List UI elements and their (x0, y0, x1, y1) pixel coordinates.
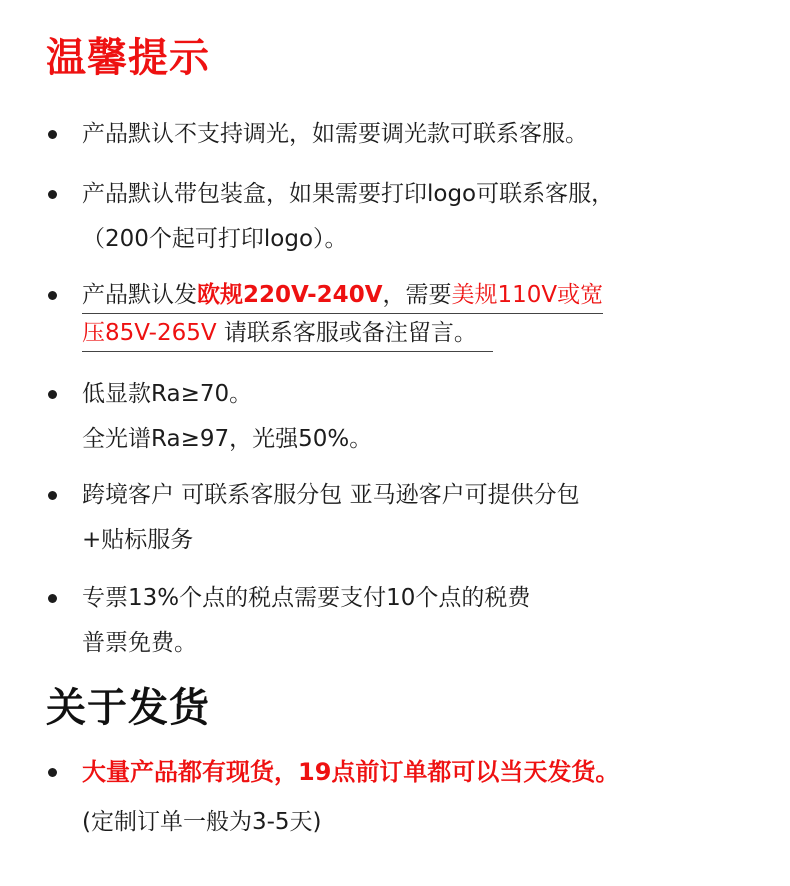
shipping-highlight: 大量产品都有现货，19点前订单都可以当天发货。 (82, 758, 620, 786)
item-text: 跨境客户 可联系客服分包 亚马逊客户可提供分包 (82, 482, 580, 508)
voltage-line-1 (82, 277, 603, 314)
bullet-icon (48, 390, 57, 399)
item-text: 普票免费。 (82, 630, 197, 656)
item-text: 专票13%个点的税点需要支付10个点的税费 (82, 585, 531, 611)
eu-voltage-highlight: 欧规220V-240V (197, 282, 383, 308)
voltage-text: 请联系客服或备注留言。 (216, 320, 477, 346)
voltage-text: 产品默认发 (82, 282, 197, 308)
bullet-icon (48, 491, 57, 500)
item-text: 产品默认不支持调光，如需要调光款可联系客服。 (82, 121, 588, 147)
bullet-icon (48, 190, 57, 199)
bullet-icon (48, 291, 57, 300)
section-title-shipping: 关于发货 (46, 685, 210, 731)
wide-voltage-highlight: 压85V-265V (82, 320, 217, 346)
item-text: 全光谱Ra≥97，光强50%。 (82, 426, 373, 452)
item-text: 低显款Ra≥70。 (82, 381, 253, 407)
item-text: （200个起可打印logo）。 (82, 226, 348, 252)
item-text: +贴标服务 (82, 527, 194, 553)
bullet-icon (48, 130, 57, 139)
section-title-tips: 温馨提示 (46, 35, 210, 81)
us-voltage-highlight: 美规110V或宽 (451, 282, 604, 308)
item-text: 产品默认带包装盒，如果需要打印logo可联系客服， (82, 181, 615, 207)
voltage-text: ，需要 (382, 282, 452, 308)
bullet-icon (48, 594, 57, 603)
item-text: (定制订单一般为3-5天) (82, 809, 322, 835)
bullet-icon (48, 768, 57, 777)
voltage-line-2 (82, 315, 493, 352)
